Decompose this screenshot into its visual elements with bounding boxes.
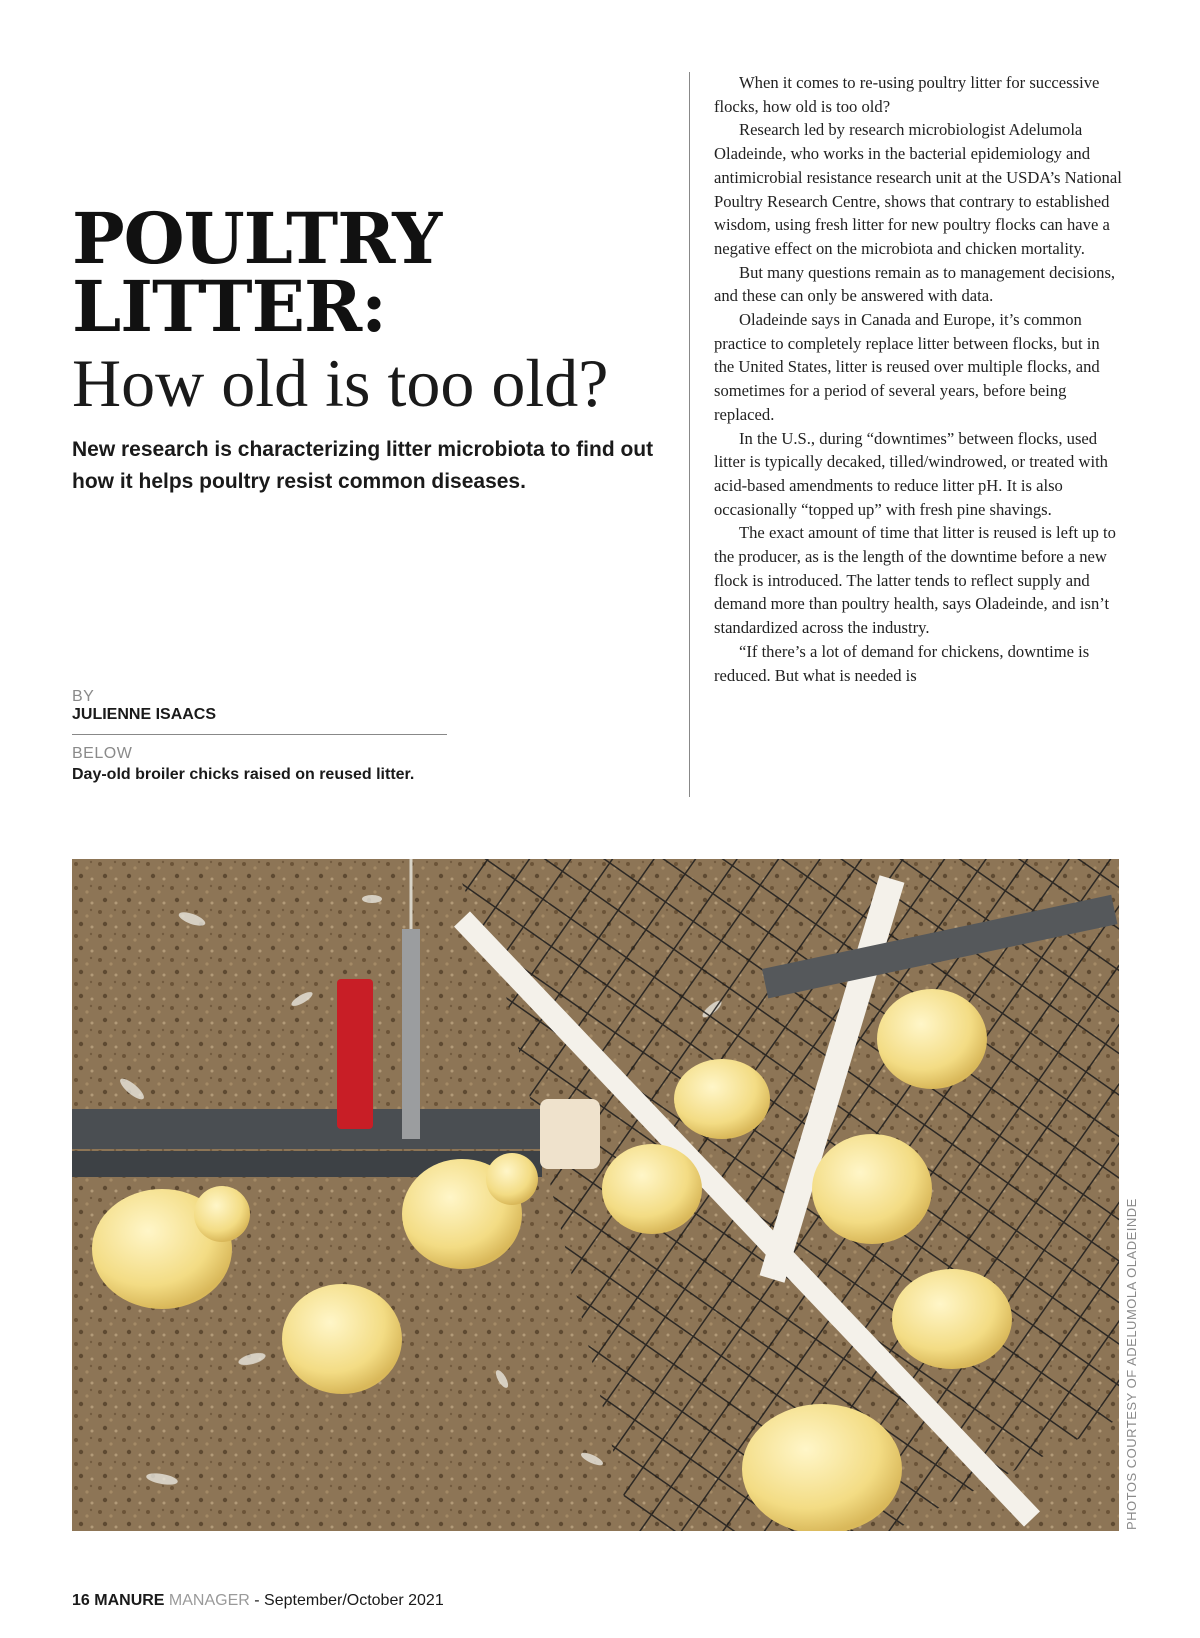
body-paragraph: Research led by research microbiologist Adelumola Oladeinde, who works in the bacterial epidemiology and antimicrobial resistance research unit at the USDA’s National Poultry Research Centre, shows that contrary to established wisdom, using fresh litter for new poultry flocks can have a negative effect on the microbiota and chicken mortality. xyxy=(714,120,1122,258)
body-paragraph: In the U.S., during “downtimes” between flocks, used litter is typically decaked, tilled/windrowed, or treated with acid-based amendments to reduce litter pH. It is also occasionally “topped up” with fresh pine shavings. xyxy=(714,428,1108,519)
page-number: 16 xyxy=(72,1592,90,1609)
publication-name-bold: MANURE xyxy=(94,1592,165,1609)
byline-label: BY xyxy=(72,688,95,705)
body-text-column xyxy=(714,71,1124,687)
publication-name-light: MANAGER xyxy=(168,1592,250,1609)
chicks-photo-illustration xyxy=(72,859,1119,1531)
photo-caption: Day-old broiler chicks raised on reused litter. xyxy=(72,766,415,783)
subheadline: How old is too old? xyxy=(72,345,609,421)
body-paragraph: The exact amount of time that litter is reused is left up to the producer, as is the length of the downtime before a new flock is introduced. The latter tends to reflect supply and demand more than poultry health, says Oladeinde, and isn’t standardized across the industry. xyxy=(714,523,1116,638)
article-dek: New research is characterizing litter microbiota to find out how it helps poultry resist common diseases. xyxy=(72,438,654,493)
body-paragraph: “If there’s a lot of demand for chickens, downtime is reduced. But what is needed is xyxy=(714,641,1090,685)
column-divider xyxy=(689,72,690,797)
chicks-photo xyxy=(72,859,1119,1531)
headline-line-1: POULTRY xyxy=(72,197,442,280)
headline-line-2: LITTER: xyxy=(72,265,387,348)
photo-credit: PHOTOS COURTESY OF ADELUMOLA OLADEINDE xyxy=(1124,1198,1139,1530)
headline xyxy=(72,197,672,348)
page-footer xyxy=(72,1592,444,1610)
byline-divider xyxy=(72,734,447,735)
issue-date: - September/October 2021 xyxy=(254,1592,444,1609)
body-paragraph: When it comes to re-using poultry litter for successive flocks, how old is too old? xyxy=(714,73,1100,116)
caption-label: BELOW xyxy=(72,745,133,762)
body-paragraph: Oladeinde says in Canada and Europe, it’s common practice to completely replace litter between flocks, but in the United States, litter is reused over multiple flocks, and sometimes for a period of several years, before being replaced. xyxy=(714,310,1100,424)
body-paragraph: But many questions remain as to management decisions, and these can only be answered with data. xyxy=(714,262,1116,306)
author-name: JULIENNE ISAACS xyxy=(72,706,217,723)
